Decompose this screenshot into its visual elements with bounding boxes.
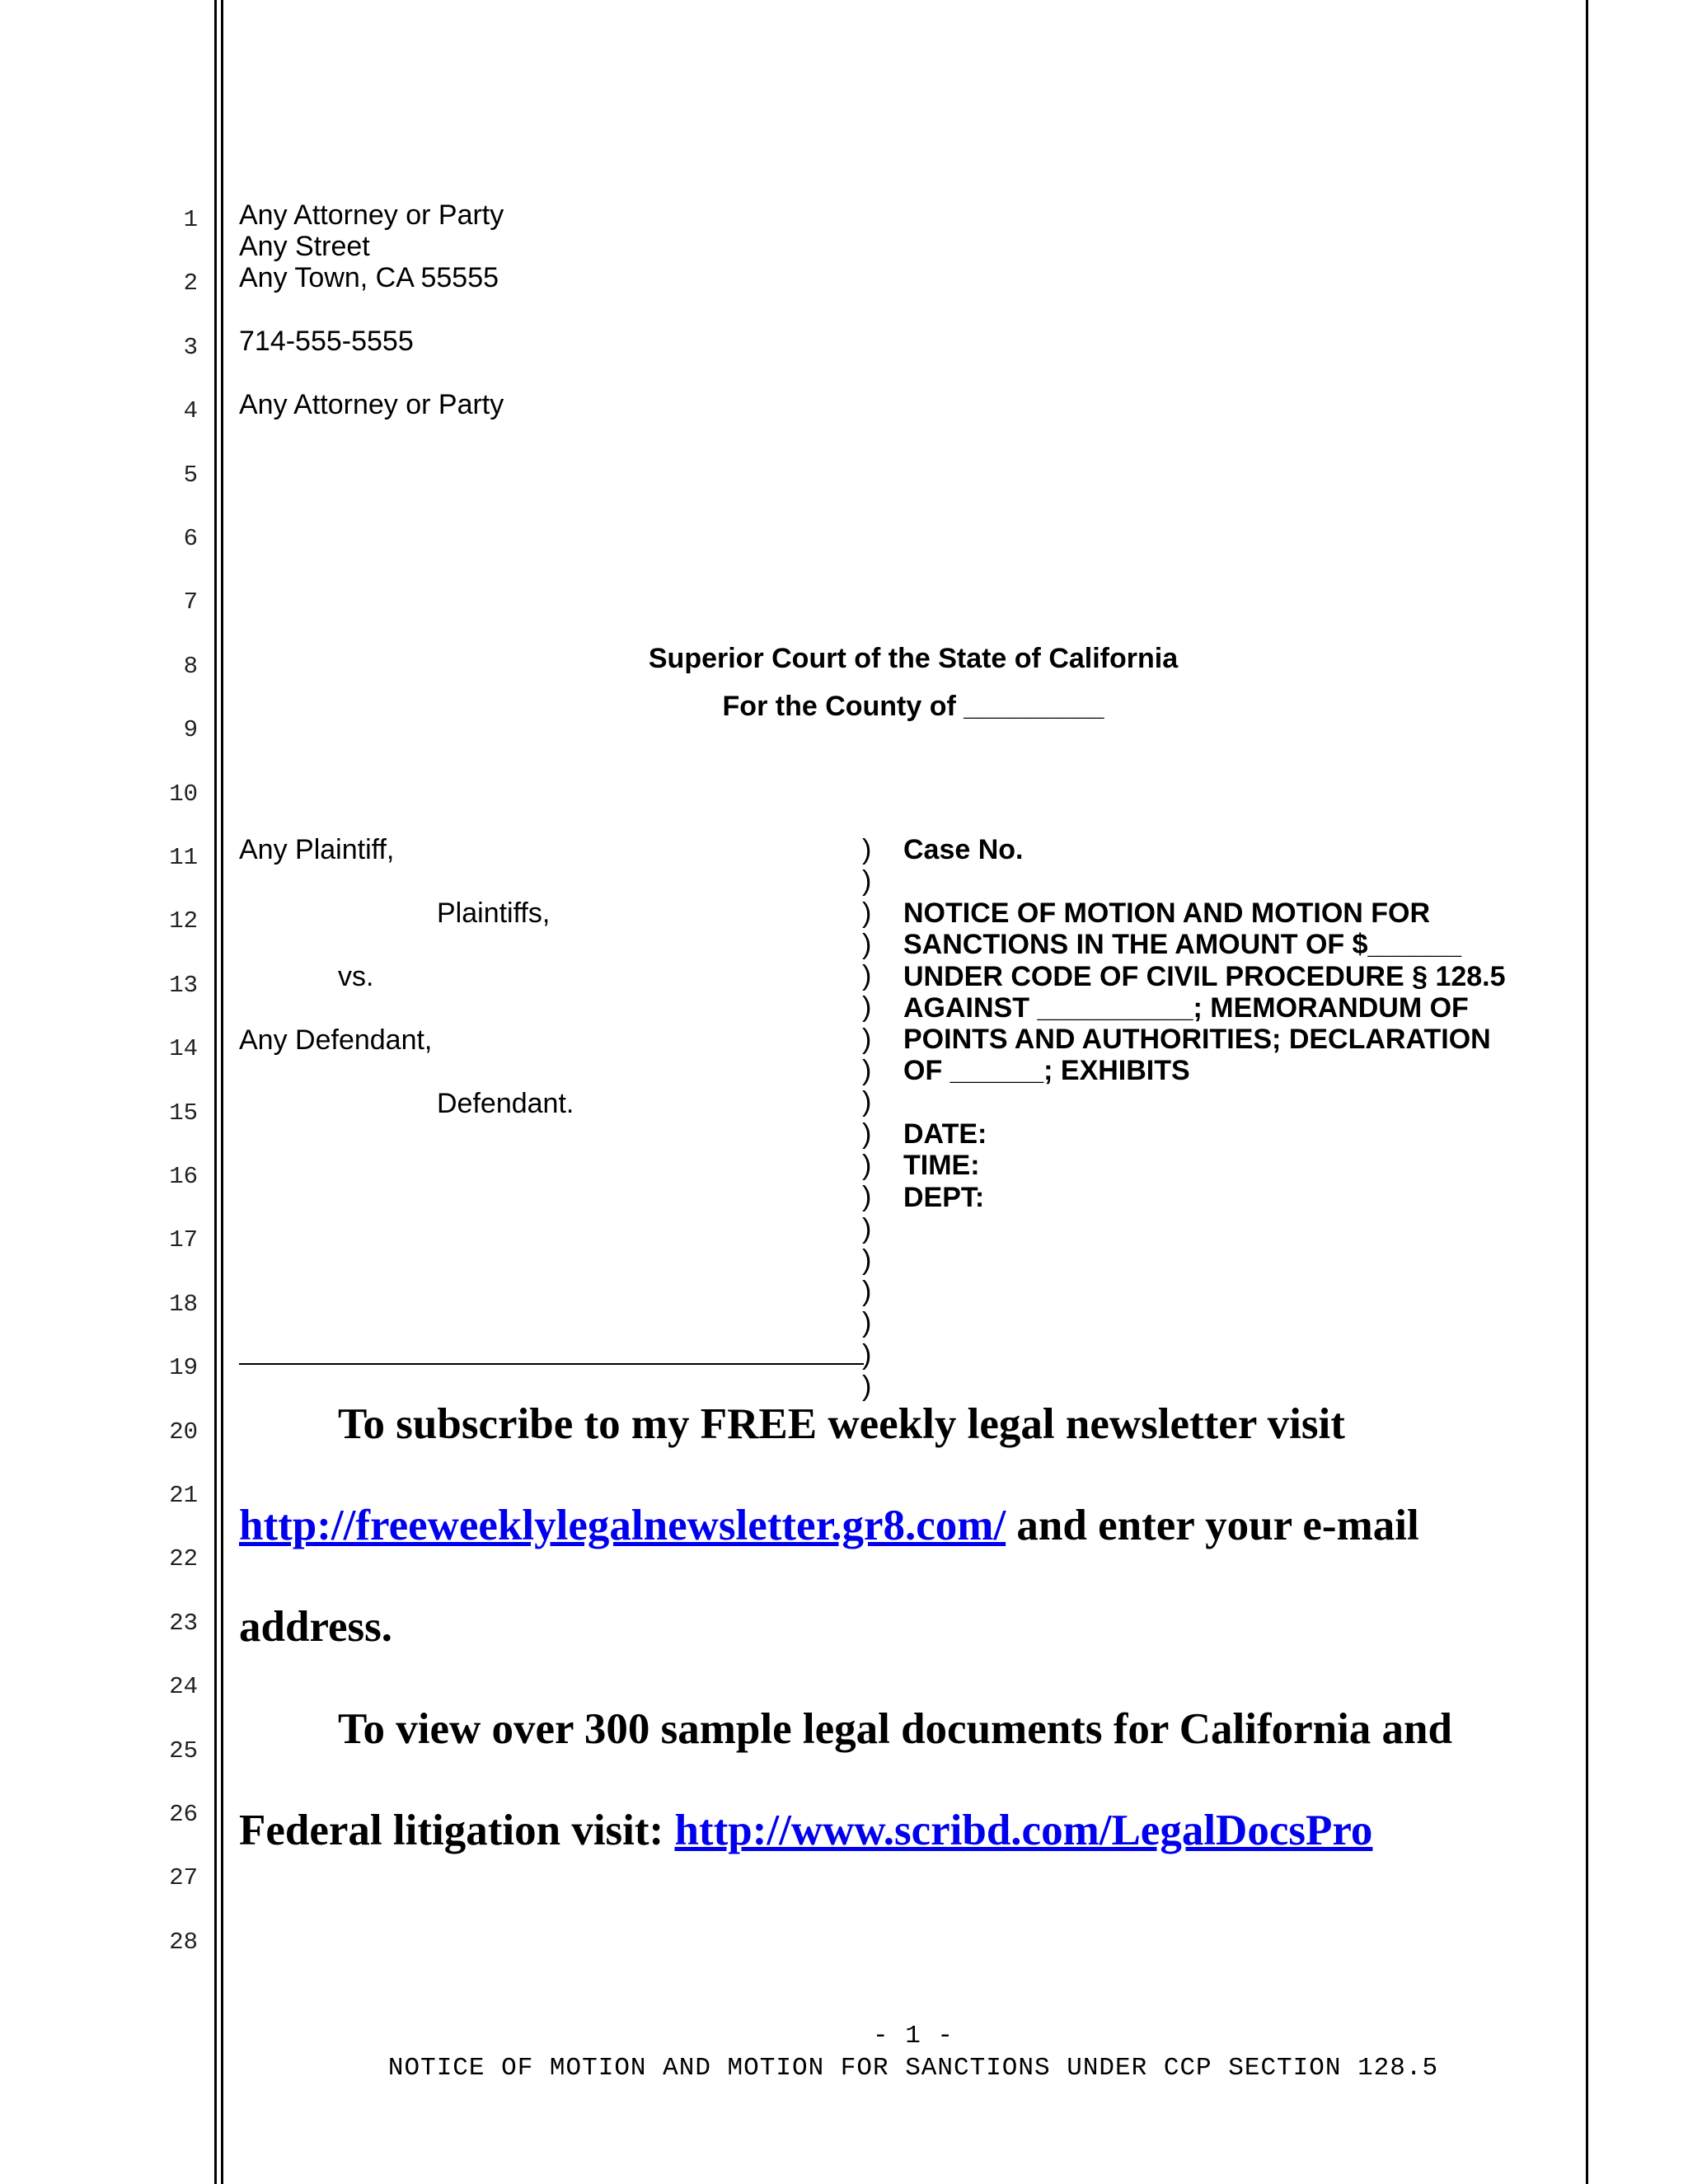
newsletter-paragraph-line-3: address. [239, 1603, 393, 1651]
motion-title-line: POINTS AND AUTHORITIES; DECLARATION [903, 1024, 1491, 1056]
plaintiff-role: Plaintiffs, [437, 898, 551, 929]
line-number: 17 [169, 1226, 198, 1254]
line-number: 3 [183, 333, 198, 361]
line-number: 27 [169, 1864, 198, 1892]
newsletter-link-suffix: and enter your e-mail [1006, 1502, 1419, 1549]
line-number: 9 [183, 716, 198, 744]
caption-paren: ) [862, 1244, 872, 1276]
court-name: Superior Court of the State of California [648, 643, 1179, 674]
motion-title-line: NOTICE OF MOTION AND MOTION FOR [903, 898, 1431, 929]
line-number: 18 [169, 1290, 198, 1318]
line-number: 28 [169, 1928, 198, 1956]
caption-paren: ) [862, 1149, 872, 1181]
line-number: 21 [169, 1482, 198, 1509]
line-number: 24 [169, 1673, 198, 1701]
attorney-city: Any Town, CA 55555 [239, 262, 499, 293]
attorney-name: Any Attorney or Party [239, 199, 504, 231]
line-number: 20 [169, 1418, 198, 1446]
newsletter-link[interactable]: http://freeweeklylegalnewsletter.gr8.com/ [239, 1502, 1006, 1549]
caption-paren: ) [862, 928, 872, 960]
caption-paren: ) [862, 1307, 872, 1339]
hearing-dept-label: DEPT: [903, 1182, 985, 1213]
newsletter-paragraph-line-2 [239, 1501, 1419, 1550]
caption-parentheses [862, 834, 879, 1402]
caption-paren: ) [862, 834, 872, 865]
line-number: 2 [183, 269, 198, 298]
line-number: 26 [169, 1801, 198, 1828]
motion-title-line: AGAINST __________; MEMORANDUM OF [903, 991, 1469, 1024]
line-number: 4 [183, 397, 198, 425]
sample-docs-paragraph-line-1: To view over 300 sample legal documents for California and [338, 1705, 1452, 1753]
defendant-role: Defendant. [437, 1088, 574, 1119]
motion-title [903, 898, 1612, 1087]
footer-title: NOTICE OF MOTION AND MOTION FOR SANCTIONS UNDER CCP SECTION 128.5 [387, 2054, 1439, 2083]
line-number: 12 [169, 907, 198, 935]
caption-paren: ) [862, 1276, 872, 1308]
line-number: 1 [183, 206, 198, 233]
newsletter-paragraph-line-1: To subscribe to my FREE weekly legal newsletter visit [338, 1400, 1345, 1448]
line-number: 10 [169, 780, 198, 808]
caption-paren: ) [862, 1371, 872, 1403]
line-number: 23 [169, 1609, 198, 1637]
attorney-for: Any Attorney or Party [239, 389, 504, 420]
right-margin-rule [1586, 0, 1588, 2184]
line-number: 6 [183, 525, 198, 552]
line-number: 15 [169, 1099, 198, 1127]
motion-title-line: UNDER CODE OF CIVIL PROCEDURE § 128.5 [903, 960, 1506, 992]
hearing-time-label: TIME: [903, 1150, 980, 1181]
left-margin-rule-outer [214, 0, 217, 2184]
court-county: For the County of _________ [722, 691, 1104, 722]
defendant-name: Any Defendant, [239, 1024, 433, 1056]
attorney-phone: 714-555-5555 [239, 326, 414, 357]
left-margin-rule-inner [221, 0, 223, 2184]
caption-bottom-rule [239, 1363, 864, 1365]
line-number: 16 [169, 1163, 198, 1190]
caption-paren: ) [862, 1338, 872, 1371]
line-number: 13 [169, 971, 198, 999]
caption-paren: ) [862, 991, 872, 1024]
caption-paren: ) [862, 1181, 872, 1213]
caption-paren: ) [862, 1023, 872, 1055]
sample-docs-paragraph-line-2 [239, 1806, 1372, 1855]
line-number: 5 [183, 461, 198, 489]
page-number: - 1 - [872, 2022, 954, 2050]
sample-docs-prefix: Federal litigation visit: [239, 1807, 675, 1854]
line-number: 14 [169, 1035, 198, 1063]
motion-title-line: OF ______; EXHIBITS [903, 1055, 1190, 1087]
caption-paren: ) [862, 865, 872, 898]
line-number: 7 [183, 588, 198, 616]
line-number: 19 [169, 1354, 198, 1382]
case-number-label: Case No. [903, 834, 1024, 865]
plaintiff-name: Any Plaintiff, [239, 834, 395, 865]
caption-paren: ) [862, 1118, 872, 1150]
attorney-street: Any Street [239, 231, 370, 262]
caption-paren: ) [862, 1212, 872, 1244]
caption-paren: ) [862, 1086, 872, 1118]
line-number: 11 [169, 844, 198, 871]
line-number: 25 [169, 1736, 198, 1765]
versus-label: vs. [338, 961, 374, 992]
line-number: 22 [169, 1545, 198, 1573]
caption-paren: ) [862, 960, 872, 992]
caption-paren: ) [862, 1055, 872, 1087]
caption-paren: ) [862, 897, 872, 929]
motion-title-line: SANCTIONS IN THE AMOUNT OF $______ [903, 929, 1461, 961]
hearing-date-label: DATE: [903, 1118, 987, 1150]
scribd-link[interactable]: http://www.scribd.com/LegalDocsPro [674, 1807, 1373, 1854]
line-number: 8 [183, 652, 198, 680]
